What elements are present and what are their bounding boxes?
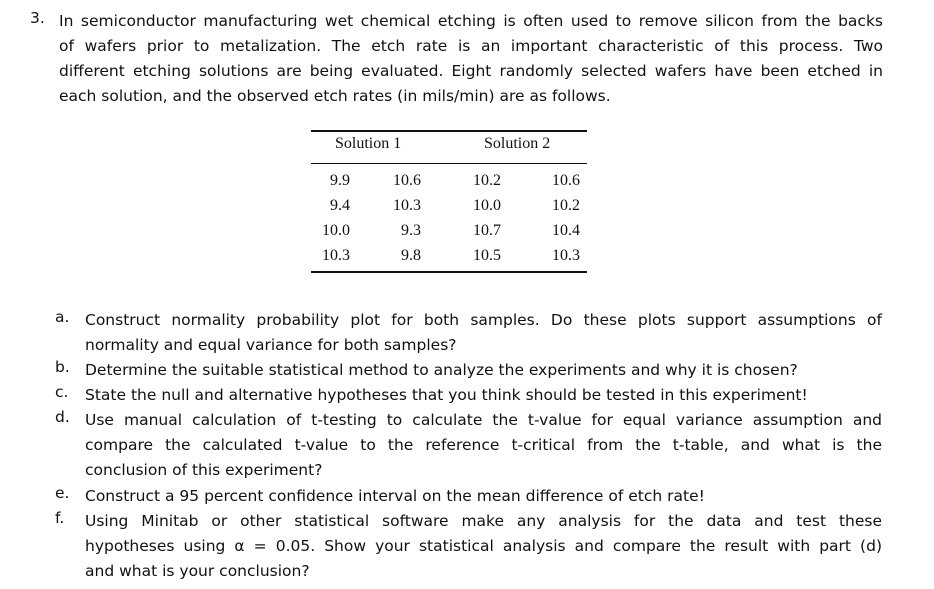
- item-letter-c: c.: [55, 383, 69, 401]
- table-cell: 10.2: [552, 197, 580, 214]
- table-cell: 9.9: [330, 172, 350, 189]
- intro-line: each solution, and the observed etch rates (in mils/min) are as follows.: [59, 87, 611, 105]
- item-letter-e: e.: [55, 484, 70, 502]
- item-text-a: [85, 308, 882, 358]
- item-text-b: [85, 358, 882, 383]
- table-cell: 10.2: [473, 172, 501, 189]
- header-solution-2: Solution 2: [484, 135, 551, 152]
- table-cell: 10.0: [322, 222, 350, 239]
- item-text-c: [85, 383, 882, 408]
- table-cell: 9.8: [401, 247, 421, 264]
- table-cell: 10.6: [393, 172, 421, 189]
- intro-line: In semiconductor manufacturing wet chemical etching is often used to remove silicon from the backs: [59, 12, 883, 30]
- question-number: 3.: [30, 9, 45, 27]
- item-letter-d: d.: [55, 408, 70, 426]
- table-cell: 10.7: [473, 222, 501, 239]
- table-cell: 9.4: [330, 197, 350, 214]
- item-line: conclusion of this experiment?: [85, 461, 323, 479]
- item-letter-f: f.: [55, 509, 65, 527]
- table-cell: 10.4: [552, 222, 580, 239]
- item-letter-b: b.: [55, 358, 70, 376]
- header-solution-1: Solution 1: [335, 135, 402, 152]
- question-intro: [59, 9, 883, 109]
- item-text-e: [85, 484, 882, 509]
- etch-rate-table: [311, 130, 587, 273]
- item-letter-a: a.: [55, 308, 70, 326]
- table-cell: 10.5: [473, 247, 501, 264]
- table-bottom-rule: [311, 271, 587, 273]
- item-line: Construct a 95 percent confidence interval on the mean difference of etch rate!: [85, 487, 705, 505]
- item-line: Using Minitab or other statistical software make any analysis for the data and test these: [85, 512, 882, 530]
- item-line: compare the calculated t-value to the reference t-critical from the t-table, and what is the: [85, 436, 882, 454]
- item-line: Construct normality probability plot for both samples. Do these plots support assumptions of: [85, 311, 882, 329]
- table-cell: 10.6: [552, 172, 580, 189]
- item-text-f: [85, 509, 882, 584]
- table-cell: 10.0: [473, 197, 501, 214]
- intro-line: different etching solutions are being evaluated. Eight randomly selected wafers have been etched in: [59, 62, 883, 80]
- item-line: normality and equal variance for both samples?: [85, 336, 457, 354]
- table-top-rule: [311, 130, 587, 132]
- item-line: Use manual calculation of t-testing to calculate the t-value for equal variance assumption and: [85, 411, 882, 429]
- table-header-rule: [311, 163, 587, 164]
- item-line: and what is your conclusion?: [85, 562, 310, 580]
- table-cell: 10.3: [393, 197, 421, 214]
- item-line: State the null and alternative hypotheses that you think should be tested in this experiment!: [85, 386, 808, 404]
- item-text-d: [85, 408, 882, 483]
- intro-line: of wafers prior to metalization. The etch rate is an important characteristic of this process. Two: [59, 37, 883, 55]
- table-cell: 10.3: [322, 247, 350, 264]
- item-line: hypotheses using α = 0.05. Show your statistical analysis and compare the result with part (d): [85, 537, 882, 555]
- table-cell: 10.3: [552, 247, 580, 264]
- table-cell: 9.3: [401, 222, 421, 239]
- item-line: Determine the suitable statistical method to analyze the experiments and why it is chosen?: [85, 361, 798, 379]
